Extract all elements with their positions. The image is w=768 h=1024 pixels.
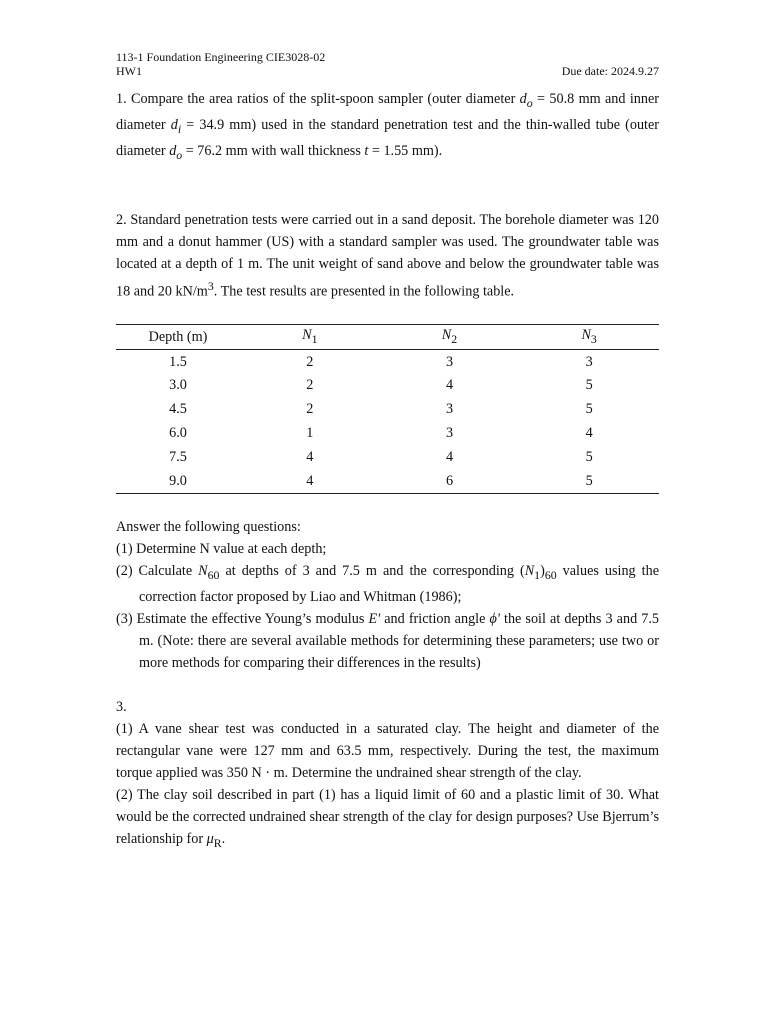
cell-n2: 4 — [445, 377, 454, 394]
cell-n2: 6 — [380, 469, 520, 493]
problem-3-part-2-text: . — [221, 830, 226, 847]
cell-n3: 3 — [585, 353, 593, 370]
questions-intro: Answer the following questions: — [116, 519, 301, 535]
homework-page — [116, 50, 659, 854]
col-depth: Depth (m) — [116, 325, 240, 350]
symbol-n: N — [524, 563, 535, 579]
course-title: 113-1 Foundation Engineering CIE3028-02 — [116, 50, 326, 64]
hw-label: HW1 — [116, 64, 142, 78]
subscript-60: 60 — [207, 567, 220, 582]
cell-n2: 3 — [445, 353, 454, 370]
due-date: Due date: 2024.9.27 — [561, 64, 659, 78]
problem-1-text: = 1.55 mm). — [368, 142, 443, 159]
symbol-mu: μ — [206, 830, 214, 847]
problem-2-text: . The test results are presented in the following table. — [213, 284, 515, 301]
problem-1-text: = 34.9 mm) used in the standard penetration test and the thin-walled tube (outer diameter — [116, 116, 659, 159]
cell-depth: 4.5 — [169, 401, 187, 418]
question-3-text: and friction angle — [380, 610, 490, 627]
col-n1 — [240, 325, 380, 350]
table-row — [116, 374, 659, 398]
subscript-3: 3 — [590, 332, 597, 347]
cell-n3: 4 — [585, 425, 593, 441]
symbol-d: d — [169, 142, 177, 159]
cell-depth: 3.0 — [169, 377, 187, 394]
problem-3-part-2-text: (2) The clay soil described in part (1) has a liquid limit of 60 and a plastic limit of 30. What would be the corrected undrained shear strength of the clay for design purposes? Use Bjerrum’s relationship for — [116, 786, 659, 847]
subscript-60: 60 — [544, 567, 557, 582]
cell-depth: 1.5 — [169, 353, 187, 370]
superscript-3: 3 — [207, 279, 214, 294]
cell-n1: 2 — [306, 353, 314, 370]
cell-depth: 6.0 — [169, 425, 187, 441]
problem-1-text: 1. Compare the area ratios of the split-spoon sampler (outer diameter — [116, 91, 520, 107]
col-n3 — [519, 325, 659, 350]
problem-2-text: 2. Standard penetration tests were carried out in a sand deposit. The borehole diameter was 120 mm and a donut hammer (US) with a standard sampler was used. The groundwater table was located at a depth of 1 m. The unit weight of sand above and below the groundwater table was 18 and 20 kN/m — [116, 212, 659, 301]
problem-1 — [116, 88, 659, 165]
question-3-text: (3) Estimate the effective Young’s modulus — [116, 610, 369, 627]
question-2-text: ) — [540, 563, 545, 579]
cell-n1: 4 — [306, 448, 314, 465]
problem-3-heading: 3. — [116, 698, 127, 715]
cell-n3: 5 — [585, 377, 593, 394]
table-row — [116, 398, 659, 422]
header-row — [116, 64, 659, 78]
question-3 — [116, 608, 659, 674]
symbol-e-prime: E' — [368, 610, 381, 627]
symbol-n: N — [581, 327, 591, 344]
problem-3-part-1: (1) A vane shear test was conducted in a saturated clay. The height and diameter of the rectangular vane were 127 mm and 63.5 mm, respectively. During the test, the maximum torque applied was 350 N · m. Determine the undrained shear strength of the clay. — [116, 720, 659, 781]
cell-n1: 2 — [306, 401, 314, 418]
symbol-phi-prime: ϕ' — [489, 610, 500, 627]
subscript-2: 2 — [451, 332, 458, 347]
subscript-o: o — [176, 147, 183, 162]
table-row — [116, 422, 659, 446]
page-header — [116, 50, 659, 78]
col-n2 — [380, 325, 520, 350]
problem-2 — [116, 209, 659, 303]
cell-depth: 9.0 — [116, 469, 240, 493]
cell-n2: 3 — [445, 425, 454, 441]
cell-n1: 1 — [306, 425, 314, 441]
problem-1-text: = 50.8 mm and inner diameter — [116, 91, 659, 133]
problem-3-part-2 — [116, 784, 659, 854]
question-2-text: values using the correction factor proposed by Liao and Whitman (1986); — [139, 563, 659, 605]
symbol-n: N — [198, 563, 208, 579]
spt-results-table — [116, 324, 659, 494]
cell-n2: 4 — [445, 448, 454, 465]
cell-n1: 2 — [306, 377, 314, 394]
subscript-r: R — [213, 835, 222, 850]
question-1: (1) Determine N value at each depth; — [116, 541, 327, 557]
symbol-n: N — [441, 327, 452, 344]
cell-n1: 4 — [240, 469, 380, 493]
cell-n2: 3 — [445, 401, 454, 418]
subscript-i: i — [177, 121, 182, 136]
table-row — [116, 469, 659, 493]
question-2-text: (2) Calculate — [116, 563, 199, 579]
table-header-row — [116, 325, 659, 350]
symbol-n: N — [302, 327, 312, 344]
problem-1-text: = 76.2 mm with wall thickness — [182, 142, 365, 159]
subscript-1: 1 — [534, 567, 541, 582]
symbol-t: t — [364, 142, 369, 159]
cell-n3: 5 — [585, 448, 593, 465]
subscript-1: 1 — [311, 332, 318, 347]
cell-depth: 7.5 — [169, 448, 187, 465]
table-row — [116, 350, 659, 374]
table-row — [116, 445, 659, 469]
question-3-text: the soil at depths 3 and 7.5 m. (Note: there are several available methods for determining these parameters; use two or more methods for comparing their differences in the results) — [139, 610, 659, 671]
question-2 — [116, 560, 659, 608]
subscript-o: o — [526, 95, 533, 110]
symbol-d: d — [170, 116, 178, 133]
question-list — [116, 538, 659, 674]
question-2-text: at depths of 3 and 7.5 m and the corresponding ( — [219, 563, 525, 579]
cell-n3: 5 — [519, 469, 659, 493]
cell-n3: 5 — [585, 401, 593, 418]
symbol-d: d — [519, 91, 527, 107]
